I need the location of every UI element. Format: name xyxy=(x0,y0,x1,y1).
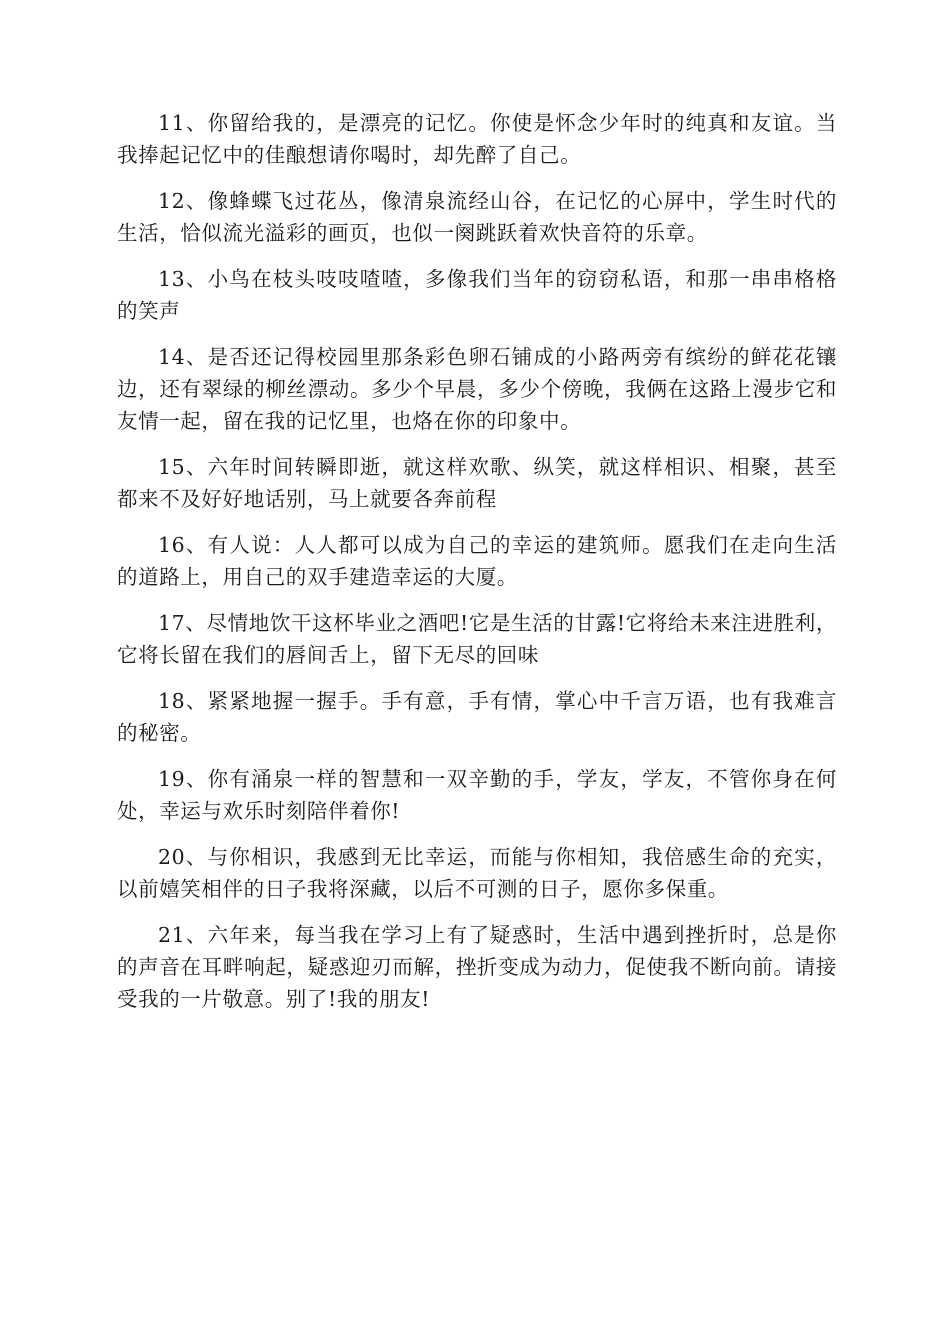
paragraph-17: 17、尽情地饮干这杯毕业之酒吧!它是生活的甘露!它将给未来注进胜利，它将长留在我们的唇间舌上，留下无尽的回味 xyxy=(117,611,837,667)
paragraph-15: 15、六年时间转瞬即逝，就这样欢歌、纵笑，就这样相识、相聚，甚至都来不及好好地话别，马上就要各奔前程 xyxy=(117,455,837,511)
paragraph-14: 14、是否还记得校园里那条彩色卵石铺成的小路两旁有缤纷的鲜花花镶边，还有翠绿的柳丝漂动。多少个早晨，多少个傍晚，我俩在这路上漫步它和友情一起，留在我的记忆里，也烙在你的印象中。 xyxy=(117,345,837,433)
paragraph-16: 16、有人说：人人都可以成为自己的幸运的建筑师。愿我们在走向生活的道路上，用自己的双手建造幸运的大厦。 xyxy=(117,533,837,589)
paragraph-21: 21、六年来，每当我在学习上有了疑惑时，生活中遇到挫折时，总是你的声音在耳畔响起，疑惑迎刃而解，挫折变成为动力，促使我不断向前。请接受我的一片敬意。别了!我的朋友! xyxy=(117,923,837,1011)
document-body xyxy=(117,107,837,1029)
paragraph-13: 13、小鸟在枝头吱吱喳喳，多像我们当年的窃窃私语，和那一串串格格的笑声 xyxy=(117,267,837,323)
paragraph-12: 12、像蜂蝶飞过花丛，像清泉流经山谷，在记忆的心屏中，学生时代的生活，恰似流光溢彩的画页，也似一阕跳跃着欢快音符的乐章。 xyxy=(117,189,837,245)
paragraph-20: 20、与你相识，我感到无比幸运，而能与你相知，我倍感生命的充实，以前嬉笑相伴的日子我将深藏，以后不可测的日子，愿你多保重。 xyxy=(117,845,837,901)
paragraph-19: 19、你有涌泉一样的智慧和一双辛勤的手，学友，学友，不管你身在何处，幸运与欢乐时刻陪伴着你! xyxy=(117,767,837,823)
paragraph-18: 18、紧紧地握一握手。手有意，手有情，掌心中千言万语，也有我难言的秘密。 xyxy=(117,689,837,745)
paragraph-11: 11、你留给我的，是漂亮的记忆。你使是怀念少年时的纯真和友谊。当我捧起记忆中的佳酿想请你喝时，却先醉了自己。 xyxy=(117,111,837,167)
